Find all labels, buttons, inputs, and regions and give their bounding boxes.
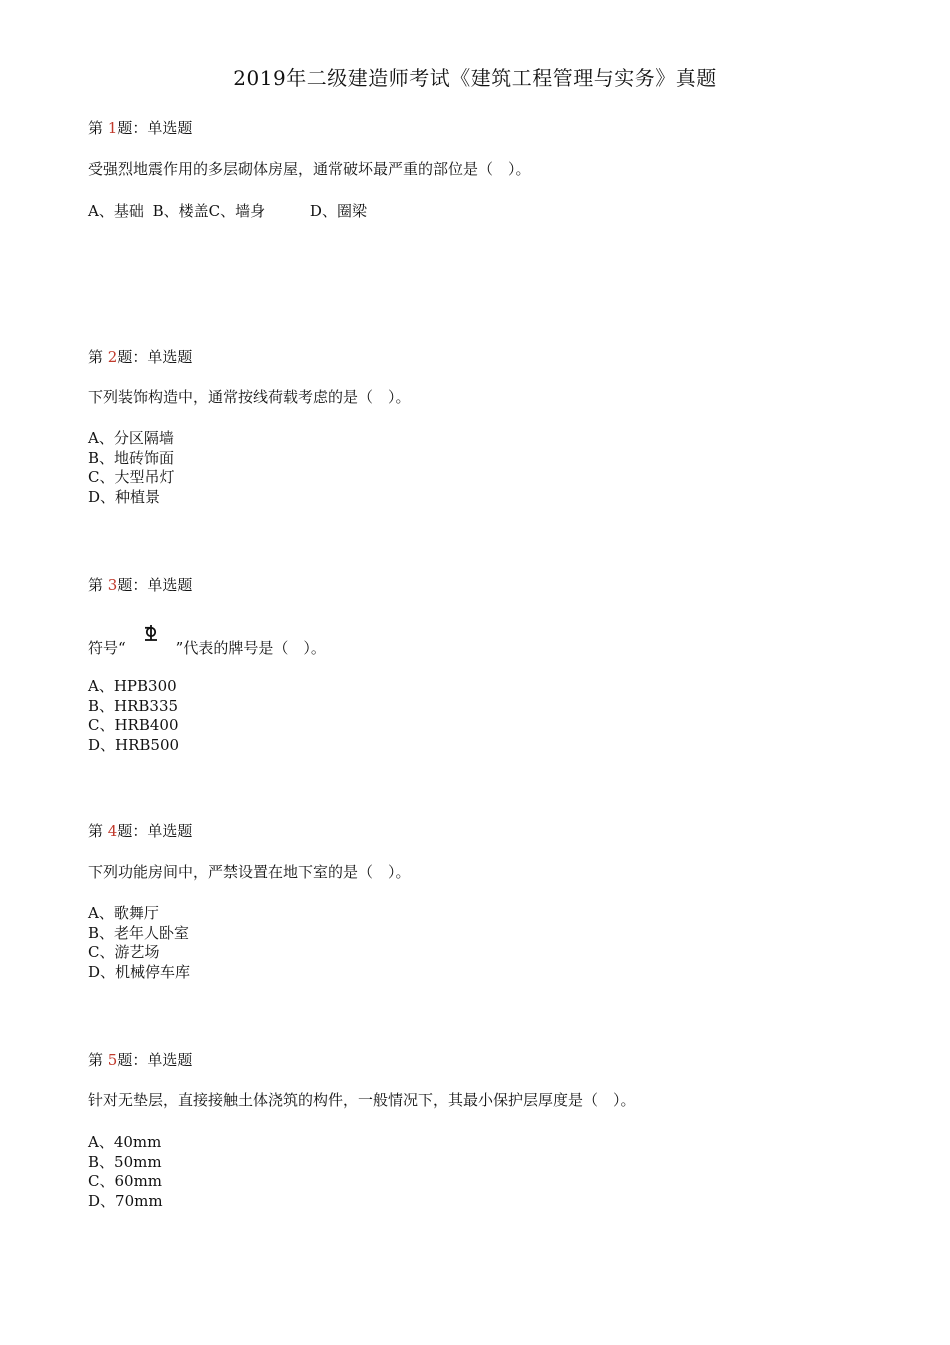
question-header xyxy=(88,821,888,841)
document-title: 2019年二级建造师考试《建筑工程管理与实务》真题 xyxy=(233,66,717,90)
question-text: 受强烈地震作用的多层砌体房屋，通常破坏最严重的部位是（ ）。 xyxy=(88,160,531,178)
question-header xyxy=(88,1050,888,1070)
option-b: B、地砖饰面 xyxy=(88,448,175,467)
option-a: A、基础 xyxy=(88,202,144,220)
question-prefix: 第 xyxy=(88,348,104,366)
option-d: D、HRB500 xyxy=(88,736,180,755)
question-header xyxy=(88,347,888,367)
question-type: 题：单选题 xyxy=(117,119,193,137)
question-5 xyxy=(88,1050,888,1211)
option-d: D、70mm xyxy=(88,1192,163,1211)
question-prefix: 第 xyxy=(88,119,104,137)
question-number: 4 xyxy=(107,822,118,840)
question-1 xyxy=(88,118,888,220)
option-c: C、墙身 xyxy=(208,202,266,220)
option-a: A、分区隔墙 xyxy=(88,429,174,447)
question-text-before: 符号“ xyxy=(88,639,126,657)
option-d: D、机械停车库 xyxy=(88,963,191,982)
question-number: 5 xyxy=(107,1051,118,1069)
question-prefix: 第 xyxy=(88,1051,104,1069)
option-d: D、圈梁 xyxy=(309,202,367,220)
option-a: A、40mm xyxy=(88,1133,162,1151)
question-prefix: 第 xyxy=(88,822,104,840)
option-c: C、游艺场 xyxy=(88,943,160,962)
option-a: A、HPB300 xyxy=(88,677,177,695)
question-header xyxy=(88,118,888,138)
question-text: 针对无垫层，直接接触土体浇筑的构件，一般情况下，其最小保护层厚度是（ ）。 xyxy=(88,1091,636,1109)
question-type: 题：单选题 xyxy=(117,1051,193,1069)
option-list xyxy=(88,429,174,508)
question-prefix: 第 xyxy=(88,576,104,594)
question-number: 3 xyxy=(107,576,118,594)
option-c: C、60mm xyxy=(88,1172,163,1191)
option-list xyxy=(88,904,190,983)
question-text: 下列装饰构造中，通常按线荷载考虑的是（ ）。 xyxy=(88,388,411,406)
question-header xyxy=(88,575,888,595)
option-list xyxy=(88,202,367,222)
question-text-after: ”代表的牌号是（ ）。 xyxy=(175,639,326,657)
option-list xyxy=(88,677,179,756)
option-d: D、种植景 xyxy=(88,488,161,507)
question-2 xyxy=(88,347,888,507)
question-number: 1 xyxy=(107,119,118,137)
question-type: 题：单选题 xyxy=(117,348,193,366)
option-list xyxy=(88,1133,163,1212)
question-number: 2 xyxy=(107,348,118,366)
question-3 xyxy=(88,575,888,755)
option-b: B、50mm xyxy=(88,1152,162,1171)
rebar-grade-symbol-icon xyxy=(140,623,162,645)
question-type: 题：单选题 xyxy=(117,576,193,594)
question-text xyxy=(88,633,326,658)
option-b: B、楼盖 xyxy=(152,202,209,220)
question-4 xyxy=(88,821,888,982)
option-c: C、HRB400 xyxy=(88,716,179,735)
question-type: 题：单选题 xyxy=(117,822,193,840)
option-c: C、大型吊灯 xyxy=(88,468,175,487)
option-a: A、歌舞厅 xyxy=(88,904,159,922)
option-b: B、HRB335 xyxy=(88,696,179,715)
question-text: 下列功能房间中，严禁设置在地下室的是（ ）。 xyxy=(88,863,411,881)
option-b: B、老年人卧室 xyxy=(88,923,190,942)
